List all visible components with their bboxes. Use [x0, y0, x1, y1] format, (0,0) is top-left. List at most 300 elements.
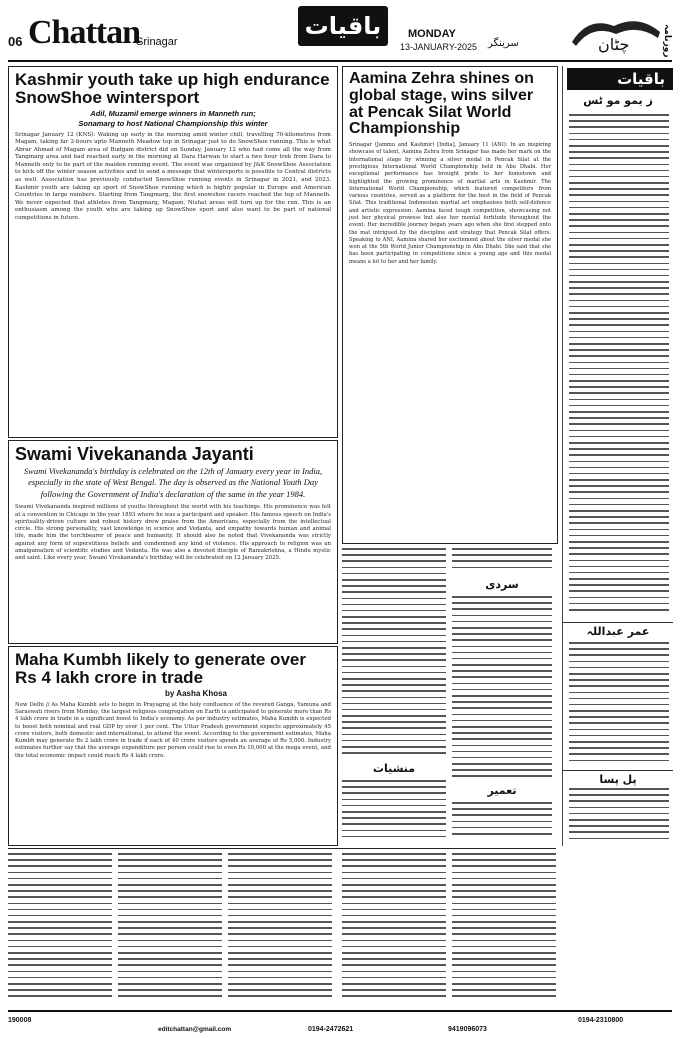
urdu-text-line	[8, 865, 112, 867]
story-snowshoe	[8, 66, 338, 438]
urdu-text-line	[569, 405, 669, 407]
urdu-text-line	[342, 805, 446, 807]
urdu-text-line	[452, 676, 552, 678]
urdu-text-line	[569, 213, 669, 215]
urdu-text-line	[569, 541, 669, 543]
urdu-text-line	[342, 672, 446, 674]
urdu-text-line	[452, 602, 552, 604]
urdu-text-line	[569, 126, 669, 128]
urdu-text-line	[452, 621, 552, 623]
urdu-text-line	[228, 884, 332, 886]
urdu-text-line	[342, 610, 446, 612]
urdu-text-block	[452, 802, 552, 844]
urdu-text-line	[118, 952, 222, 954]
urdu-text-line	[8, 989, 112, 991]
urdu-text-line	[342, 567, 446, 569]
urdu-text-line	[452, 646, 552, 648]
urdu-text-line	[118, 896, 222, 898]
urdu-text-line	[8, 946, 112, 948]
urdu-text-line	[569, 219, 669, 221]
urdu-text-line	[342, 823, 446, 825]
urdu-text-line	[452, 714, 552, 716]
urdu-text-line	[8, 909, 112, 911]
urdu-text-line	[569, 597, 669, 599]
urdu-text-line	[452, 940, 556, 942]
story-subhead: Sonamarg to host National Championship this winter	[78, 118, 268, 128]
urdu-text-line	[569, 553, 669, 555]
urdu-text-line	[8, 983, 112, 985]
urdu-text-line	[569, 704, 669, 706]
urdu-text-line	[452, 808, 552, 810]
urdu-text-line	[452, 909, 556, 911]
urdu-text-line	[342, 989, 446, 991]
urdu-text-line	[569, 362, 669, 364]
masthead-day: MONDAY	[408, 28, 456, 40]
urdu-text-line	[452, 933, 556, 935]
urdu-text-line	[228, 933, 332, 935]
urdu-text-line	[118, 915, 222, 917]
urdu-text-line	[569, 825, 669, 827]
urdu-text-line	[118, 977, 222, 979]
urdu-col-heading: ز یمو مو ٹس	[583, 94, 653, 107]
urdu-text-line	[452, 983, 556, 985]
urdu-text-line	[569, 560, 669, 562]
urdu-text-line	[342, 872, 446, 874]
urdu-text-line	[569, 654, 669, 656]
masthead-city: Srinagar	[136, 36, 178, 48]
urdu-text-line	[342, 792, 446, 794]
urdu-text-line	[228, 927, 332, 929]
urdu-text-line	[342, 616, 446, 618]
urdu-text-line	[118, 983, 222, 985]
urdu-text-line	[8, 995, 112, 997]
urdu-text-line	[8, 977, 112, 979]
urdu-text-line	[452, 977, 556, 979]
urdu-text-line	[569, 392, 669, 394]
urdu-text-line	[569, 423, 669, 425]
urdu-col-heading: منشیات	[372, 762, 416, 775]
urdu-text-line	[569, 788, 669, 790]
urdu-text-line	[569, 794, 669, 796]
urdu-text-block	[8, 853, 112, 1003]
story-maha-kumbh	[8, 646, 338, 846]
urdu-text-line	[342, 653, 446, 655]
urdu-text-line	[8, 958, 112, 960]
urdu-text-line	[569, 238, 669, 240]
urdu-text-line	[569, 572, 669, 574]
urdu-text-line	[342, 786, 446, 788]
urdu-text-line	[452, 927, 556, 929]
urdu-text-line	[452, 995, 556, 997]
urdu-logo-text: چٹان	[598, 35, 630, 54]
urdu-text-line	[342, 915, 446, 917]
urdu-text-line	[569, 838, 669, 840]
story-body: New Delhi // As Maha Kumbh sets to begin in Prayagraj at the holy confluence of the revered Ganga, Yamuna and Saraswati rivers from Monday, the largest religious congregation on Earth is anticipated to generate more than Rs 4 lakh crore in trade in a significant boost to India's economy. As per industry estimates, Maha Kumbh is expected to boost both nominal and real GDP by over 1 per cent. The Uttar Pradesh government expects approximately 45 crore visitors, both domestic and international, to attend the event. According to the government estimates, Maha Kumbh may generate Rs 2 lakh crore in trade if each of 40 crore visitors spends an average of Rs 5,000. Industry estimates further say that the average expenditure per person could rise to even Rs 10,000 at the mega event, and the total economic impact could reach Rs 4 lakh crore.	[15, 701, 331, 759]
urdu-text-line	[452, 548, 552, 550]
urdu-text-line	[452, 769, 552, 771]
urdu-text-line	[452, 946, 556, 948]
urdu-text-line	[569, 386, 669, 388]
urdu-text-line	[342, 995, 446, 997]
urdu-text-block	[342, 853, 446, 1003]
urdu-text-line	[569, 831, 669, 833]
urdu-text-line	[342, 727, 446, 729]
urdu-text-line	[569, 151, 669, 153]
urdu-text-block	[569, 642, 669, 762]
urdu-text-line	[342, 903, 446, 905]
urdu-text-line	[569, 263, 669, 265]
urdu-text-line	[569, 491, 669, 493]
urdu-text-line	[569, 467, 669, 469]
urdu-text-line	[342, 554, 446, 556]
urdu-text-line	[569, 529, 669, 531]
urdu-text-line	[8, 872, 112, 874]
urdu-text-line	[228, 995, 332, 997]
urdu-text-line	[569, 324, 669, 326]
urdu-text-line	[452, 683, 552, 685]
urdu-text-line	[452, 903, 556, 905]
urdu-text-line	[118, 971, 222, 973]
urdu-text-line	[342, 971, 446, 973]
urdu-text-line	[342, 628, 446, 630]
urdu-text-line	[228, 859, 332, 861]
urdu-text-line	[342, 641, 446, 643]
urdu-text-line	[569, 747, 669, 749]
urdu-text-line	[228, 958, 332, 960]
urdu-text-line	[569, 522, 669, 524]
urdu-text-line	[342, 734, 446, 736]
urdu-text-line	[228, 983, 332, 985]
urdu-text-line	[569, 603, 669, 605]
urdu-text-line	[228, 890, 332, 892]
urdu-text-line	[342, 896, 446, 898]
urdu-text-line	[569, 417, 669, 419]
urdu-text-line	[8, 884, 112, 886]
urdu-text-line	[452, 720, 552, 722]
urdu-text-line	[342, 560, 446, 562]
urdu-text-line	[342, 647, 446, 649]
urdu-text-line	[342, 977, 446, 979]
urdu-text-line	[569, 819, 669, 821]
urdu-text-line	[569, 355, 669, 357]
urdu-text-line	[452, 802, 552, 804]
urdu-text-line	[342, 659, 446, 661]
page-footer	[8, 1010, 672, 1036]
urdu-text-line	[569, 287, 669, 289]
urdu-text-line	[452, 827, 552, 829]
urdu-text-line	[569, 411, 669, 413]
urdu-text-line	[342, 952, 446, 954]
urdu-text-line	[569, 349, 669, 351]
urdu-text-line	[569, 133, 669, 135]
masthead-divider	[8, 60, 672, 62]
urdu-text-line	[8, 890, 112, 892]
story-dek: Swami Vivekananda's birthday is celebrated on the 12th of January every year in India, especially in the state of West Bengal. The day is observed as the National Youth Day following the Government of India's declaration of the same in the year 1984.	[23, 465, 323, 499]
story-byline: by Aasha Khosa	[165, 688, 227, 698]
urdu-text-line	[8, 971, 112, 973]
story-subhead: Adil, Muzamil emerge winners in Manneth run;	[90, 108, 256, 118]
urdu-col-heading: سردی	[485, 578, 519, 591]
urdu-text-line	[569, 504, 669, 506]
urdu-text-line	[569, 374, 669, 376]
urdu-text-line	[452, 615, 552, 617]
footer-phone: 9419096073	[448, 1026, 487, 1033]
urdu-text-line	[228, 940, 332, 942]
urdu-text-line	[452, 567, 552, 569]
urdu-text-line	[342, 604, 446, 606]
daily-label: روزنامہ	[662, 24, 672, 58]
urdu-text-line	[118, 865, 222, 867]
urdu-text-line	[569, 120, 669, 122]
urdu-text-line	[342, 579, 446, 581]
urdu-text-line	[228, 903, 332, 905]
urdu-text-line	[569, 735, 669, 737]
urdu-text-line	[452, 896, 556, 898]
urdu-text-line	[569, 164, 669, 166]
urdu-text-line	[118, 946, 222, 948]
urdu-text-line	[342, 921, 446, 923]
urdu-text-line	[342, 853, 446, 855]
urdu-text-line	[569, 498, 669, 500]
urdu-text-block	[569, 788, 669, 844]
urdu-text-line	[452, 652, 552, 654]
urdu-text-line	[228, 878, 332, 880]
urdu-text-line	[118, 878, 222, 880]
urdu-text-line	[8, 921, 112, 923]
urdu-text-line	[569, 661, 669, 663]
urdu-text-line	[569, 753, 669, 755]
urdu-text-line	[569, 281, 669, 283]
urdu-text-line	[342, 752, 446, 754]
urdu-text-line	[569, 461, 669, 463]
urdu-text-line	[342, 666, 446, 668]
urdu-text-line	[452, 971, 556, 973]
urdu-text-line	[342, 780, 446, 782]
footer-phone: 0194-2310800	[578, 1017, 624, 1024]
urdu-text-line	[569, 692, 669, 694]
urdu-text-line	[8, 853, 112, 855]
urdu-text-line	[569, 448, 669, 450]
urdu-text-line	[228, 896, 332, 898]
urdu-text-line	[228, 952, 332, 954]
urdu-text-line	[569, 312, 669, 314]
urdu-text-line	[342, 890, 446, 892]
urdu-text-line	[569, 667, 669, 669]
urdu-text-line	[569, 800, 669, 802]
urdu-text-line	[569, 188, 669, 190]
urdu-text-line	[228, 915, 332, 917]
urdu-text-line	[452, 833, 552, 835]
urdu-text-line	[118, 909, 222, 911]
urdu-text-line	[342, 591, 446, 593]
urdu-text-block	[118, 853, 222, 1003]
urdu-text-line	[569, 729, 669, 731]
urdu-text-line	[228, 865, 332, 867]
story-headline: Swami Vivekananda Jayanti	[15, 444, 254, 464]
urdu-text-line	[228, 853, 332, 855]
urdu-text-line	[118, 853, 222, 855]
urdu-text-line	[452, 738, 552, 740]
urdu-text-line	[118, 903, 222, 905]
urdu-text-line	[569, 473, 669, 475]
urdu-text-line	[8, 915, 112, 917]
urdu-text-line	[452, 853, 556, 855]
urdu-logo-icon	[568, 12, 664, 54]
urdu-text-line	[569, 578, 669, 580]
urdu-text-line	[452, 745, 552, 747]
urdu-text-line	[569, 813, 669, 815]
urdu-bottom-band	[8, 848, 556, 1009]
urdu-text-line	[342, 573, 446, 575]
urdu-text-line	[569, 232, 669, 234]
urdu-text-line	[8, 896, 112, 898]
urdu-text-line	[452, 859, 556, 861]
urdu-section-title: باقیات	[567, 68, 673, 90]
urdu-text-line	[228, 872, 332, 874]
urdu-text-line	[569, 256, 669, 258]
urdu-text-line	[569, 182, 669, 184]
urdu-col-heading: پل پسا	[563, 770, 673, 786]
masthead-city-urdu: سرینگر	[488, 38, 519, 49]
urdu-text-line	[452, 554, 552, 556]
urdu-text-line	[569, 642, 669, 644]
urdu-text-line	[452, 689, 552, 691]
urdu-text-line	[569, 244, 669, 246]
urdu-text-line	[228, 909, 332, 911]
urdu-text-line	[342, 964, 446, 966]
urdu-text-line	[569, 176, 669, 178]
urdu-text-line	[569, 114, 669, 116]
urdu-text-line	[342, 709, 446, 711]
urdu-text-line	[569, 722, 669, 724]
urdu-text-line	[118, 872, 222, 874]
masthead	[8, 6, 672, 58]
urdu-text-line	[569, 250, 669, 252]
urdu-text-block	[342, 548, 446, 756]
urdu-text-line	[569, 368, 669, 370]
urdu-text-line	[342, 585, 446, 587]
urdu-text-line	[452, 890, 556, 892]
urdu-text-line	[569, 225, 669, 227]
urdu-text-line	[342, 598, 446, 600]
urdu-text-line	[452, 763, 552, 765]
urdu-text-line	[228, 946, 332, 948]
page-number: 06	[8, 34, 23, 49]
urdu-text-line	[342, 909, 446, 911]
urdu-text-line	[452, 757, 552, 759]
urdu-text-line	[569, 807, 669, 809]
urdu-text-line	[569, 430, 669, 432]
urdu-text-line	[452, 989, 556, 991]
urdu-text-line	[569, 399, 669, 401]
urdu-text-line	[452, 732, 552, 734]
story-aamina-zehra	[342, 66, 558, 544]
urdu-text-line	[569, 584, 669, 586]
urdu-right-column	[562, 66, 673, 846]
urdu-text-line	[228, 921, 332, 923]
urdu-text-line	[569, 673, 669, 675]
urdu-col-heading: تعمیر	[487, 784, 517, 797]
urdu-text-line	[118, 921, 222, 923]
urdu-text-line	[569, 710, 669, 712]
urdu-text-line	[342, 622, 446, 624]
urdu-text-line	[228, 977, 332, 979]
urdu-text-line	[452, 878, 556, 880]
urdu-text-line	[569, 436, 669, 438]
urdu-text-line	[569, 331, 669, 333]
story-vivekananda	[8, 440, 338, 644]
urdu-text-line	[8, 952, 112, 954]
urdu-text-line	[342, 927, 446, 929]
urdu-text-line	[569, 485, 669, 487]
urdu-text-line	[452, 596, 552, 598]
urdu-text-line	[8, 933, 112, 935]
urdu-text-line	[569, 145, 669, 147]
urdu-text-line	[452, 814, 552, 816]
urdu-text-line	[342, 684, 446, 686]
urdu-text-line	[569, 566, 669, 568]
story-headline: Kashmir youth take up high endurance SnowShoe wintersport	[15, 70, 330, 107]
urdu-text-line	[118, 958, 222, 960]
urdu-text-line	[342, 678, 446, 680]
urdu-text-line	[569, 300, 669, 302]
urdu-text-line	[342, 635, 446, 637]
urdu-text-block	[228, 853, 332, 1003]
urdu-text-block	[569, 114, 669, 614]
urdu-text-line	[569, 337, 669, 339]
urdu-text-line	[569, 194, 669, 196]
urdu-text-line	[569, 547, 669, 549]
urdu-text-line	[569, 442, 669, 444]
urdu-text-line	[569, 685, 669, 687]
urdu-text-line	[118, 927, 222, 929]
urdu-text-line	[569, 139, 669, 141]
urdu-text-line	[452, 707, 552, 709]
urdu-text-line	[342, 836, 446, 838]
urdu-text-line	[452, 560, 552, 562]
urdu-text-line	[228, 989, 332, 991]
urdu-text-line	[569, 170, 669, 172]
urdu-text-block	[452, 853, 556, 1003]
urdu-text-line	[342, 940, 446, 942]
urdu-text-line	[569, 269, 669, 271]
urdu-text-line	[452, 726, 552, 728]
urdu-text-line	[569, 306, 669, 308]
urdu-text-line	[452, 958, 556, 960]
urdu-text-line	[342, 830, 446, 832]
urdu-text-line	[452, 633, 552, 635]
urdu-text-line	[569, 609, 669, 611]
urdu-text-line	[452, 865, 556, 867]
urdu-text-line	[342, 878, 446, 880]
urdu-text-line	[452, 627, 552, 629]
urdu-text-line	[452, 695, 552, 697]
urdu-text-line	[569, 275, 669, 277]
urdu-text-line	[118, 884, 222, 886]
urdu-text-line	[342, 983, 446, 985]
urdu-text-line	[8, 940, 112, 942]
urdu-text-line	[228, 971, 332, 973]
urdu-text-block	[452, 548, 552, 574]
story-headline: Maha Kumbh likely to generate over Rs 4 lakh crore in trade	[15, 650, 306, 687]
urdu-text-line	[118, 989, 222, 991]
urdu-text-line	[118, 890, 222, 892]
urdu-text-line	[569, 293, 669, 295]
urdu-text-line	[118, 940, 222, 942]
urdu-text-line	[452, 751, 552, 753]
urdu-text-line	[342, 746, 446, 748]
urdu-text-line	[569, 157, 669, 159]
